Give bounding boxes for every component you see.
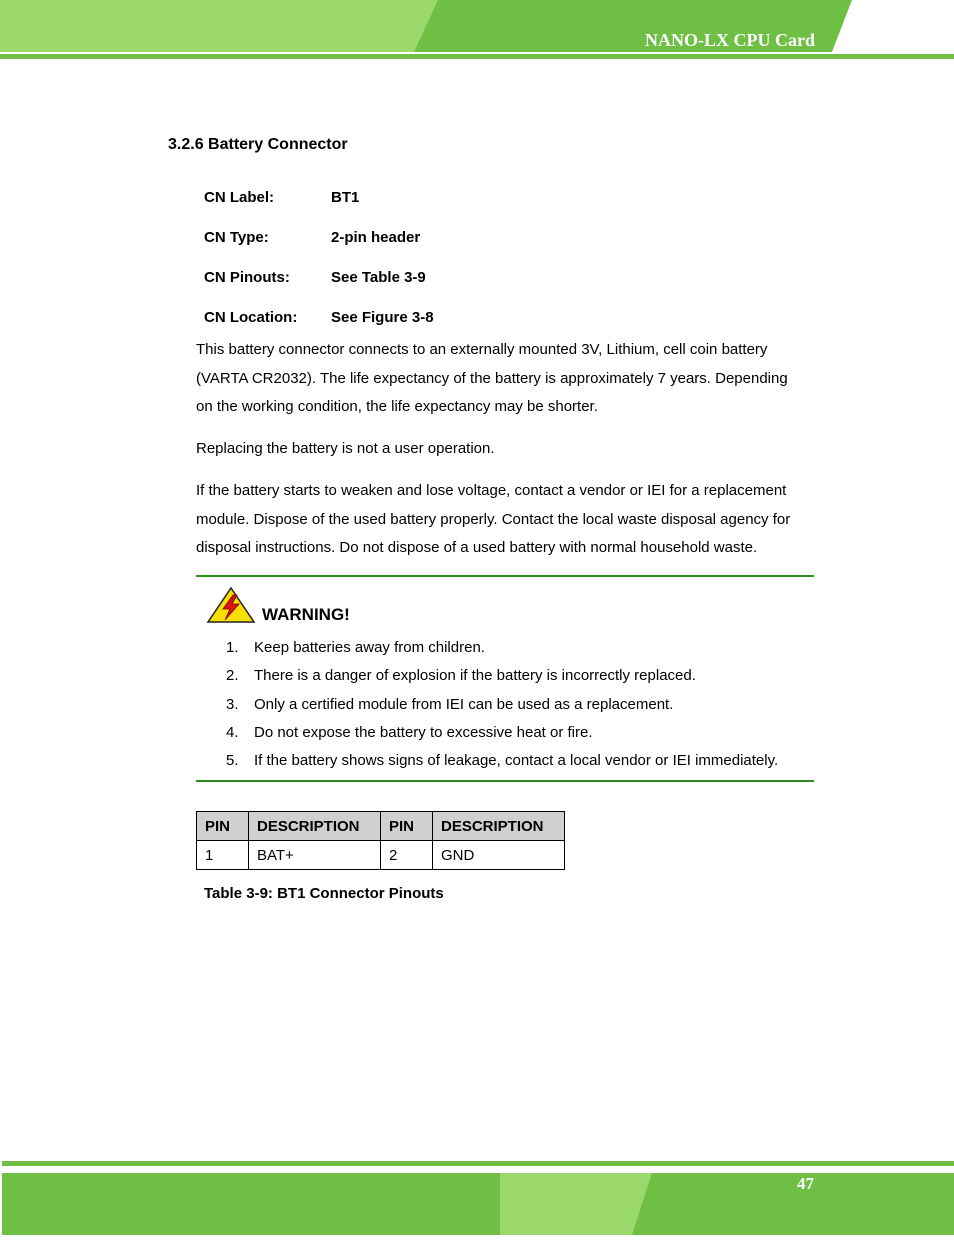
list-item: 1. Keep batteries away from children. (226, 639, 485, 656)
list-item: 4. Do not expose the battery to excessive heat or fire. (226, 723, 593, 741)
header-title: NANO-LX CPU Card (645, 30, 815, 50)
pinout-table (196, 811, 565, 870)
paragraph-line: (VARTA CR2032). The life expectancy of the battery is approximately 7 years. Depending (196, 369, 788, 387)
table-header-cell: PIN (197, 812, 249, 841)
cn-location-row (204, 309, 434, 326)
cn-label-label: CN Label: (204, 189, 275, 206)
paragraph-line: This battery connector connects to an externally mounted 3V, Lithium, cell coin battery (196, 341, 768, 358)
paragraph-line: module. Dispose of the used battery properly. Contact the local waste disposal agency for (196, 510, 791, 528)
table-caption: Table 3-9: BT1 Connector Pinouts (204, 885, 444, 902)
table-cell: 2 (381, 841, 433, 870)
paragraph-disposal (196, 477, 821, 563)
cn-type-label: CN Type: (204, 229, 269, 246)
cn-location-label: CN Location: (204, 309, 298, 326)
list-item: 3. Only a certified module from IEI can be used as a replacement. (226, 695, 674, 713)
table-row (197, 841, 565, 870)
paragraph-line: on the working condition, the life expectancy may be shorter. (196, 398, 598, 415)
table-cell: 1 (197, 841, 249, 870)
table-header-cell: PIN (381, 812, 433, 841)
cn-label-value: BT1 (331, 189, 360, 206)
paragraph-line: disposal instructions. Do not dispose of a used battery with normal household waste. (196, 539, 758, 556)
warning-title: WARNING! (262, 605, 350, 624)
cn-pinouts-value: See Table 3-9 (331, 269, 426, 286)
warning-lightning-icon (206, 586, 256, 624)
footer-banner (0, 1158, 954, 1235)
cn-pinouts-row (204, 269, 426, 286)
cn-label-row (204, 189, 359, 206)
page-number: 47 (797, 1174, 814, 1193)
paragraph-replacement-note: Replacing the battery is not a user operation. (196, 440, 495, 457)
cn-type-row (204, 229, 420, 246)
section-title: 3.2.6 Battery Connector (168, 136, 348, 153)
page-footer (0, 1158, 954, 1235)
list-item: 2. There is a danger of explosion if the battery is incorrectly replaced. (226, 667, 696, 685)
warning-bottom-rule (196, 780, 814, 782)
cn-pinouts-label: CN Pinouts: (204, 269, 290, 286)
table-header-row (197, 812, 565, 841)
warning-list (226, 634, 826, 775)
cn-location-value: See Figure 3-8 (331, 309, 434, 326)
warning-top-rule (196, 575, 814, 577)
table-cell: GND (433, 841, 565, 870)
table-header-cell: DESCRIPTION (249, 812, 381, 841)
table-header-cell: DESCRIPTION (433, 812, 565, 841)
paragraph-line: If the battery starts to weaken and lose voltage, contact a vendor or IEI for a replacement (196, 482, 787, 499)
list-item: 5. If the battery shows signs of leakage, contact a local vendor or IEI immediately. (226, 752, 779, 770)
table-cell: BAT+ (249, 841, 381, 870)
paragraph-battery-description (196, 336, 821, 422)
cn-type-value: 2-pin header (331, 229, 421, 246)
